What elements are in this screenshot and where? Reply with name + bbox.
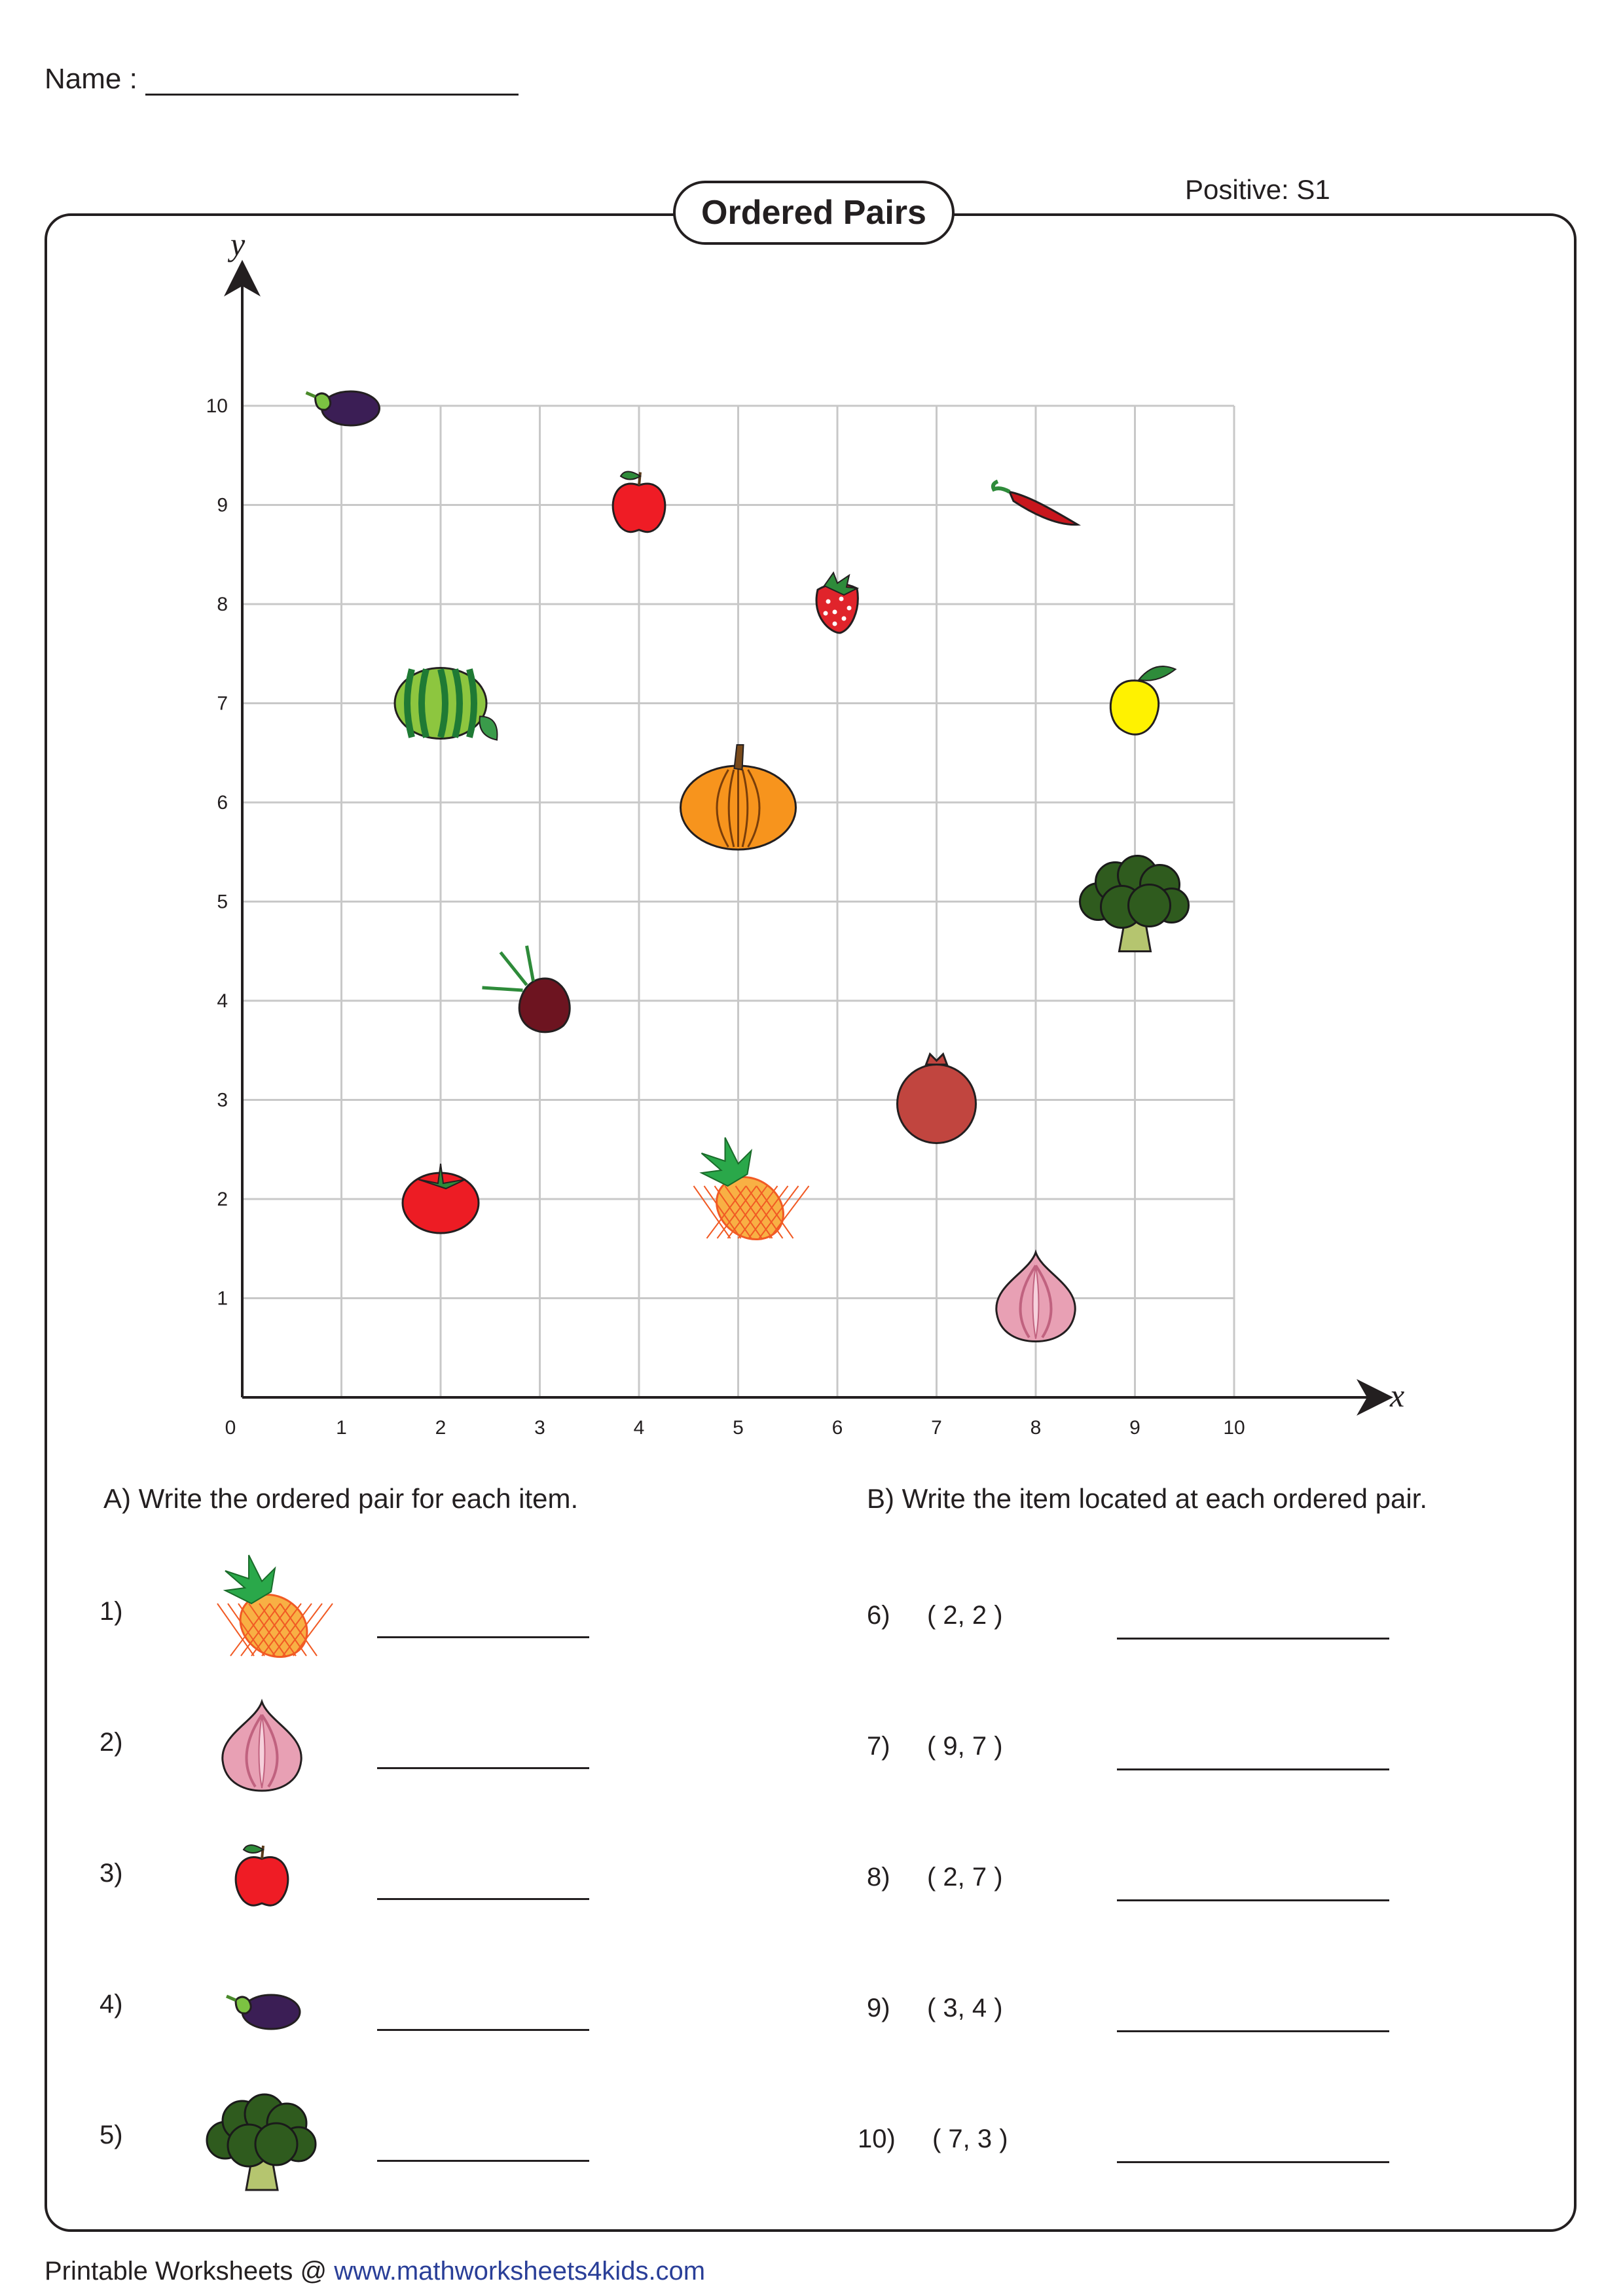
- pineapple-point: [694, 1138, 809, 1252]
- answer-line[interactable]: [377, 2160, 589, 2162]
- tomato-point: [403, 1164, 479, 1233]
- section-b-heading: B) Write the item located at each ordered pair.: [867, 1483, 1427, 1514]
- x-axis-label: x: [1390, 1377, 1405, 1414]
- section-a-heading: A) Write the ordered pair for each item.: [103, 1483, 579, 1514]
- answer-line[interactable]: [377, 1898, 589, 1900]
- pineapple-icon: [196, 1551, 327, 1676]
- answer-line[interactable]: [377, 1767, 589, 1769]
- answer-line[interactable]: [1117, 1768, 1389, 1770]
- question-number: 5): [100, 2121, 123, 2149]
- pomegranate-point: [898, 1054, 976, 1143]
- mango-point: [1110, 666, 1175, 734]
- x-tick-label: 0: [225, 1417, 236, 1439]
- y-tick-label: 4: [217, 990, 228, 1012]
- onion-icon: [196, 1682, 327, 1806]
- broccoli-icon: [196, 2075, 327, 2199]
- question-number: 9): [867, 1994, 890, 2022]
- x-tick-label: 1: [336, 1417, 347, 1439]
- x-tick-label: 10: [1223, 1417, 1245, 1439]
- question-number: 2): [100, 1728, 123, 1757]
- y-tick-label: 5: [217, 891, 228, 913]
- x-tick-label: 7: [931, 1417, 942, 1439]
- y-tick-label: 1: [217, 1287, 228, 1310]
- footer-url[interactable]: www.mathworksheets4kids.com: [334, 2257, 706, 2286]
- pumpkin-point: [681, 745, 796, 850]
- y-tick-label: 10: [206, 395, 228, 417]
- ordered-pair: ( 2, 7 ): [927, 1863, 1003, 1892]
- answer-line[interactable]: [1117, 2030, 1389, 2032]
- answer-line[interactable]: [377, 1636, 589, 1638]
- question-number: 6): [867, 1601, 890, 1630]
- watermelon-point: [395, 668, 497, 740]
- apple-point: [613, 472, 665, 532]
- answer-line[interactable]: [1117, 2161, 1389, 2163]
- x-tick-label: 6: [831, 1417, 843, 1439]
- eggplant-point: [306, 391, 380, 425]
- answer-line[interactable]: [1117, 1638, 1389, 1640]
- ordered-pair: ( 7, 3 ): [932, 2125, 1008, 2153]
- x-tick-label: 5: [733, 1417, 744, 1439]
- question-number: 1): [100, 1597, 123, 1626]
- y-tick-label: 9: [217, 494, 228, 516]
- y-tick-label: 2: [217, 1189, 228, 1210]
- footer: [45, 2257, 705, 2286]
- y-tick-label: 8: [217, 594, 228, 615]
- strawberry-point: [816, 573, 858, 633]
- apple-icon: [196, 1813, 327, 1937]
- x-tick-label: 9: [1129, 1417, 1140, 1439]
- y-tick-label: 3: [217, 1089, 228, 1111]
- y-tick-label: 7: [217, 692, 228, 715]
- ordered-pair: ( 3, 4 ): [927, 1994, 1003, 2022]
- question-number: 7): [867, 1732, 890, 1761]
- x-tick-label: 4: [633, 1417, 645, 1439]
- question-number: 10): [858, 2125, 896, 2153]
- x-tick-label: 2: [435, 1417, 447, 1439]
- x-tick-label: 3: [534, 1417, 545, 1439]
- footer-label: Printable Worksheets @: [45, 2257, 335, 2286]
- y-axis-label: y: [230, 226, 246, 262]
- question-number: 3): [100, 1859, 123, 1888]
- ordered-pair: ( 9, 7 ): [927, 1732, 1003, 1761]
- ordered-pair: ( 2, 2 ): [927, 1601, 1003, 1630]
- version-label: Positive: S1: [1185, 174, 1330, 205]
- worksheet-title: Ordered Pairs: [673, 181, 955, 245]
- question-number: 4): [100, 1990, 123, 2018]
- answer-line[interactable]: [377, 2029, 589, 2031]
- name-label: Name :: [45, 63, 137, 95]
- question-number: 8): [867, 1863, 890, 1892]
- beetroot-point: [483, 946, 570, 1032]
- onion-point: [996, 1253, 1075, 1342]
- x-tick-label: 8: [1030, 1417, 1042, 1439]
- answer-line[interactable]: [1117, 1899, 1389, 1901]
- eggplant-icon: [196, 1944, 327, 2068]
- broccoli-point: [1080, 856, 1189, 952]
- y-tick-label: 6: [217, 792, 228, 814]
